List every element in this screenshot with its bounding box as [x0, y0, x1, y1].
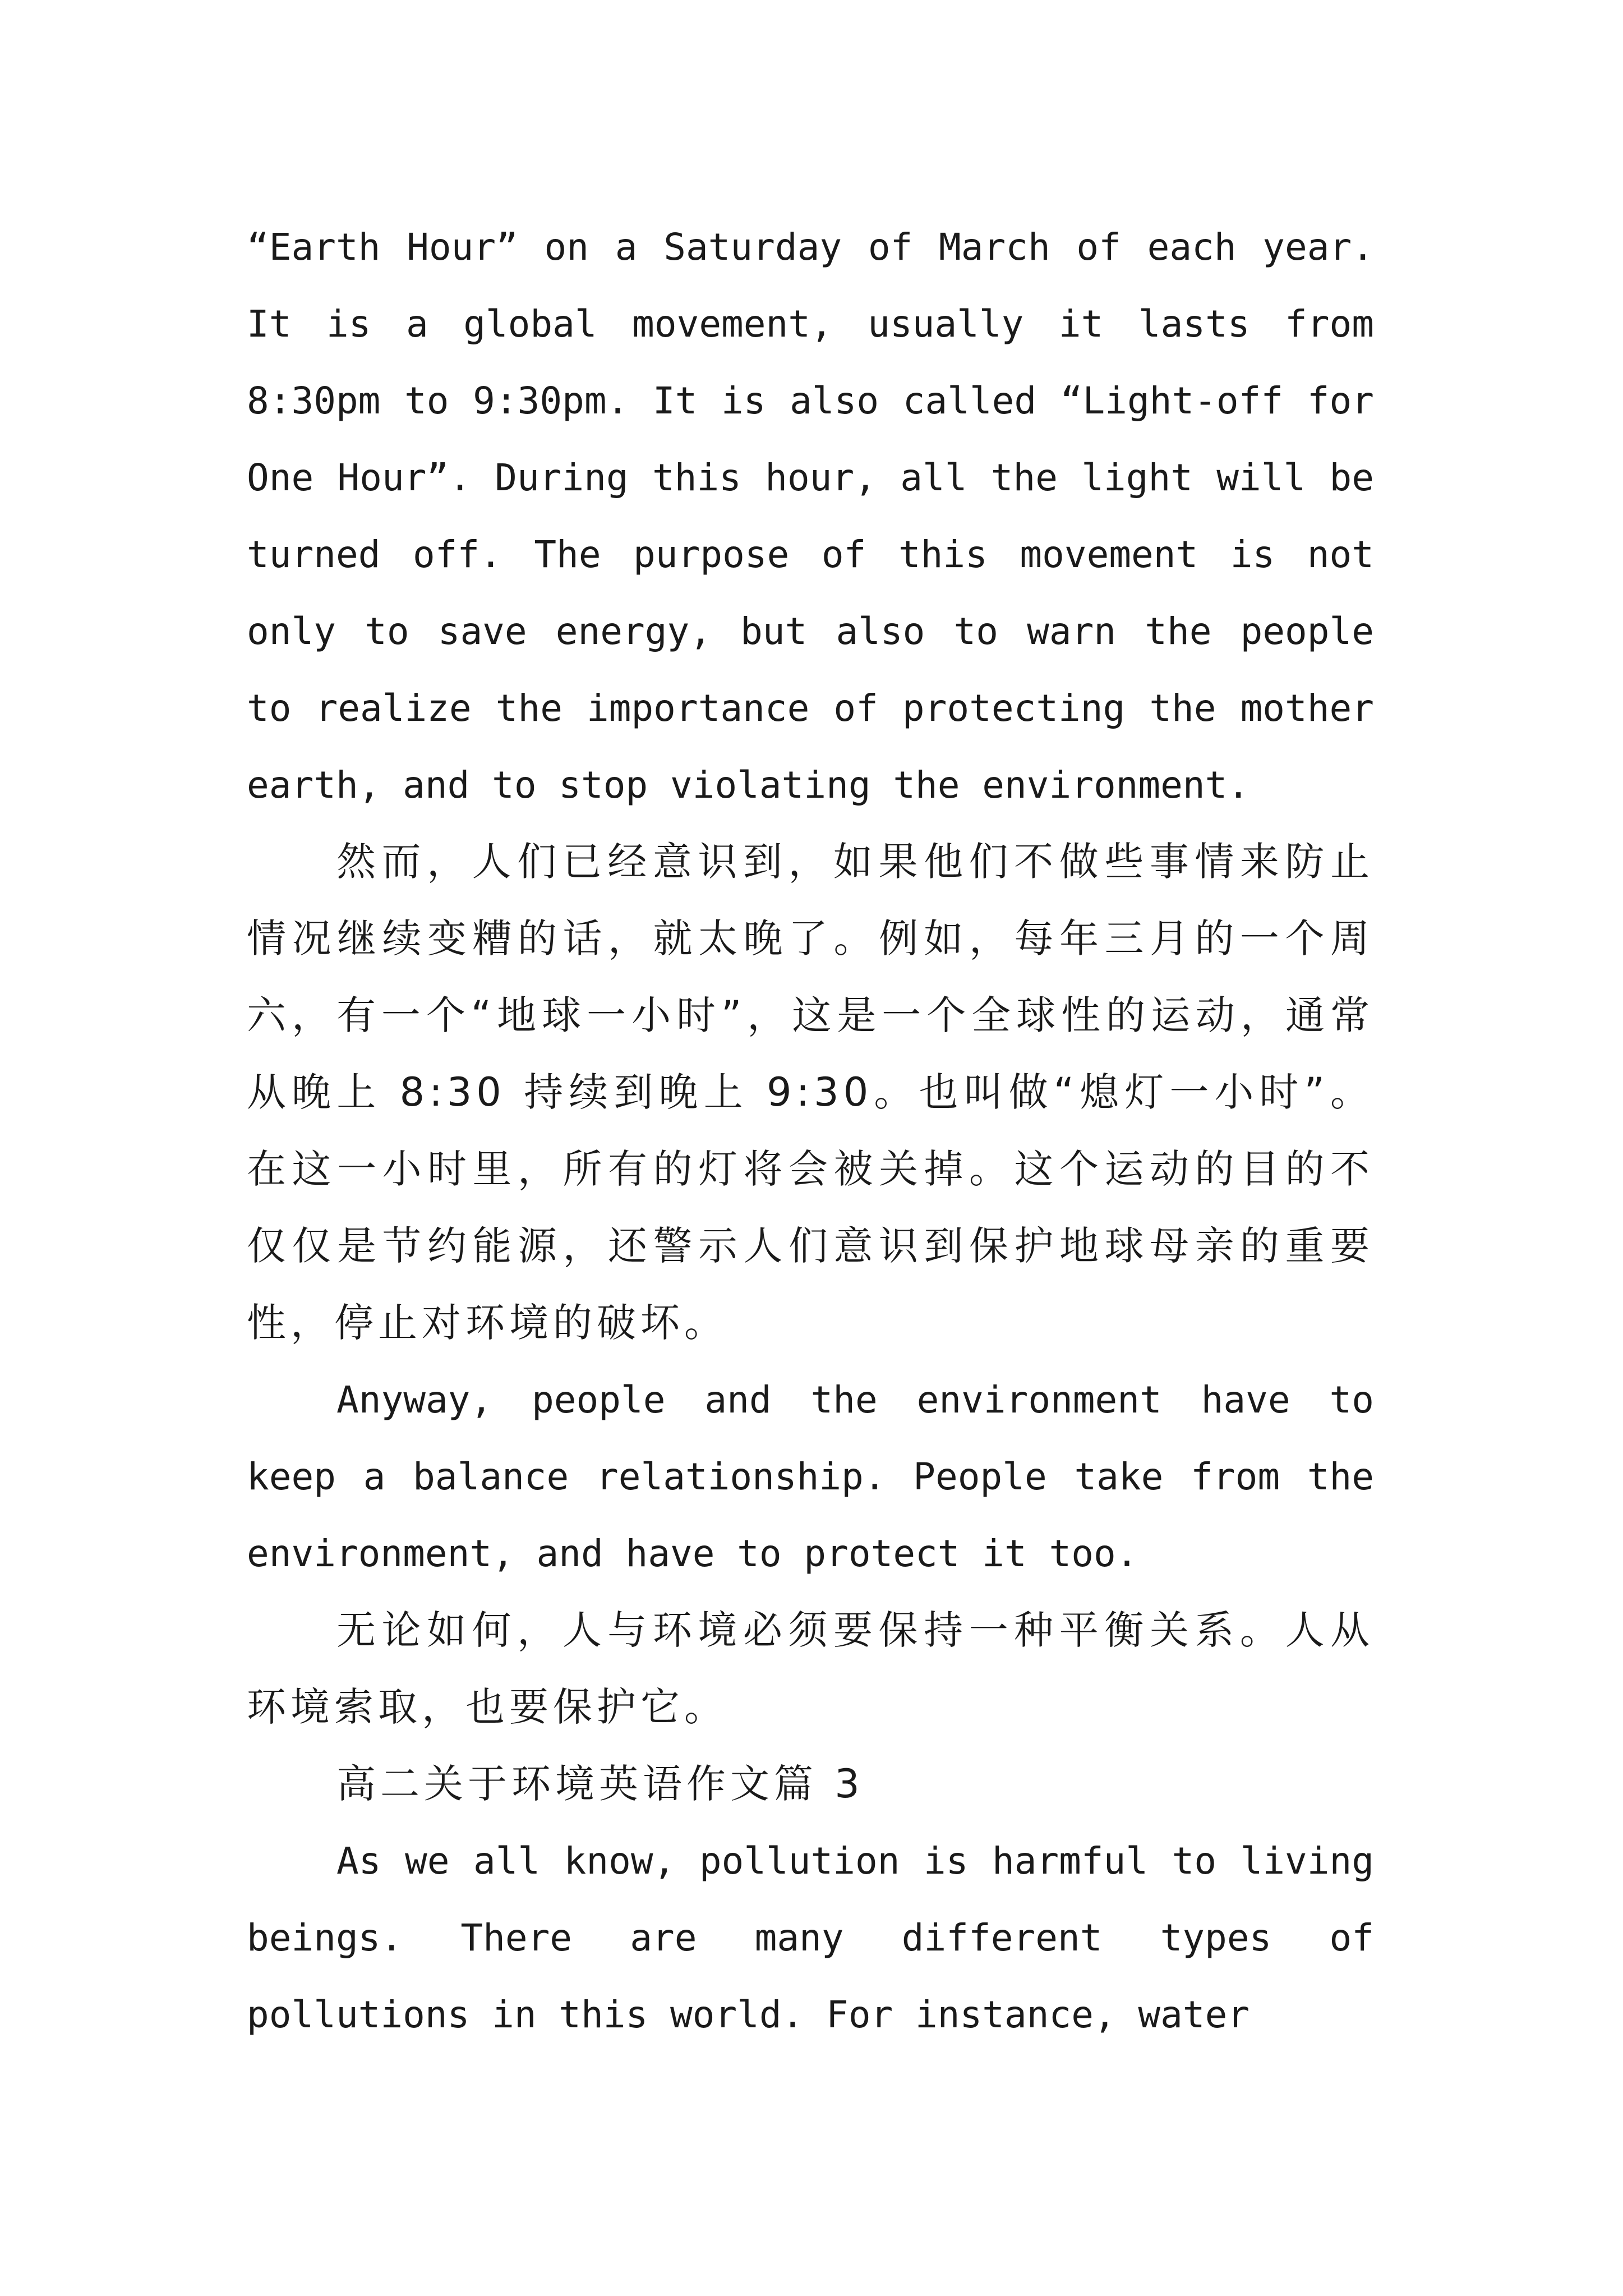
- paragraph-earth-hour-chinese: 然而，人们已经意识到，如果他们不做些事情来防止情况继续变糟的话，就太晚了。例如，每年三月的一个周六，有一个“地球一小时”，这是一个全球性的运动，通常从晚上 8:30 持续到晚上 9:30。也叫做“熄灯一小时”。在这一小时里，所有的灯将会被关掉。这个运动的目的不仅仅是节约能源，还警示人们意识到保护地球母亲的重要性，停止对环境的破坏。: [247, 839, 1374, 1346]
- paragraph-balance-english: Anyway, people and the environment have to keep a balance relationship. People take from the environment, and have to protect it too.: [247, 1378, 1374, 1575]
- section-heading: 高二关于环境英语作文篇 3: [336, 1761, 864, 1807]
- document-body: [247, 209, 1374, 2053]
- paragraph-balance-chinese: 无论如何，人与环境必须要保持一种平衡关系。人从环境索取，也要保护它。: [247, 1607, 1374, 1730]
- paragraph-pollution-english: As we all know, pollution is harmful to living beings. There are many different types of pollutions in this world. For instance, water: [247, 1839, 1374, 2036]
- paragraph-earth-hour-english: “Earth Hour” on a Saturday of March of each year. It is a global movement, usually it lasts from 8:30pm to 9:30pm. It is also called “Light-off for One Hour”. During this hour, all the light will be turned off. The purpose of this movement is not only to save energy, but also to warn the people to realize the importance of protecting the mother earth, and to stop violating the environment.: [247, 226, 1374, 807]
